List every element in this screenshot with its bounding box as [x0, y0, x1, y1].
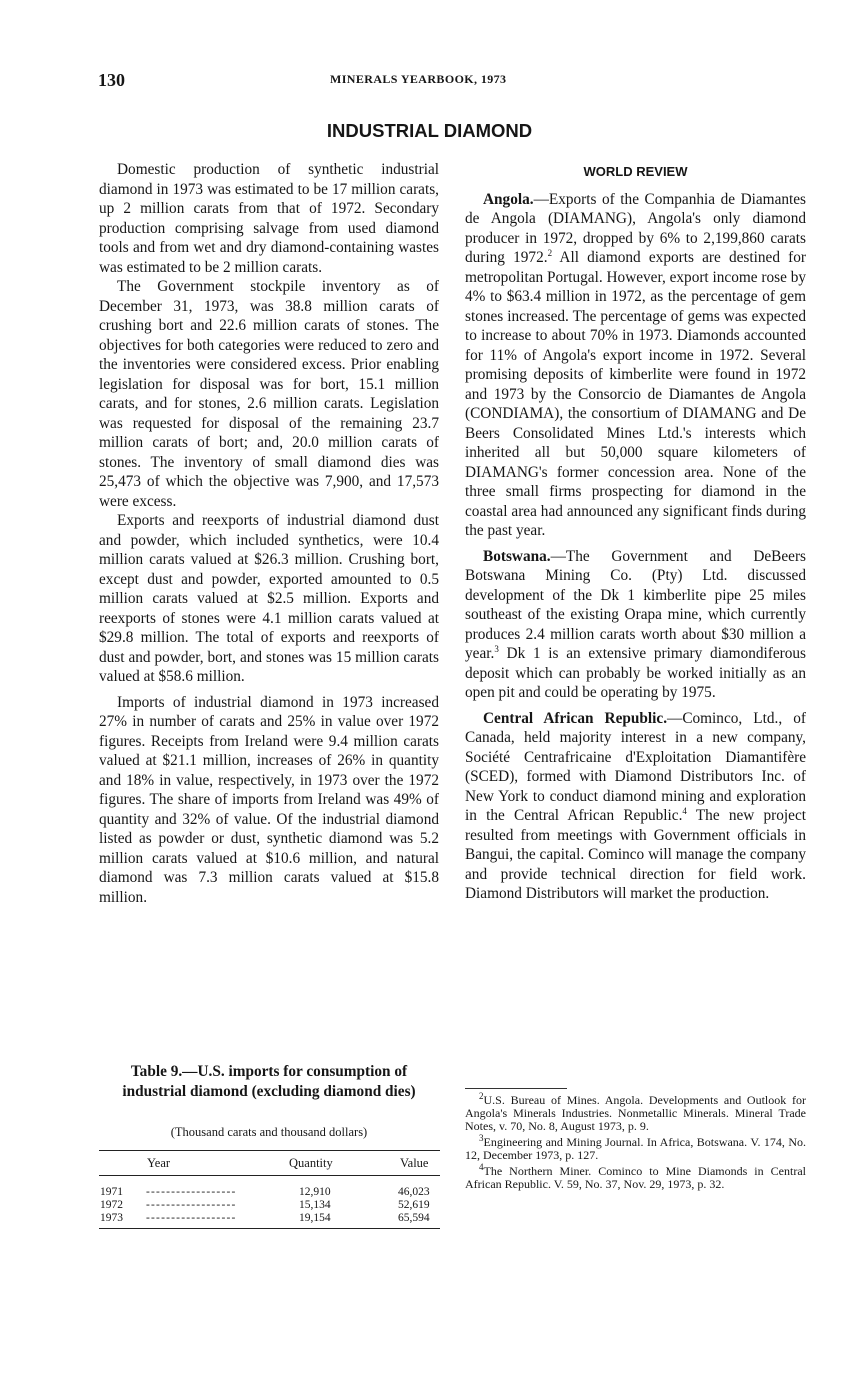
entry-text: Dk 1 is an extensive primary diamondiferous deposit which can probably be worked initially as an open pit and could be operating by 1975. [465, 645, 806, 701]
table-rule [99, 1228, 440, 1229]
footnote-text: U.S. Bureau of Mines. Angola. Developments and Outlook for Angola's Minerals Industries. Nonmetallic Minerals. Mineral Trade Notes, v. 70, No. 8, August 1973, p. 9. [465, 1093, 806, 1133]
table-row [99, 1212, 440, 1225]
column-header-value: Value [400, 1156, 429, 1170]
paragraph: Exports and reexports of industrial diamond dust and powder, which included synthetics, were 10.4 million carats valued at $26.3 million. Crushing bort, except dust and powder, exported amounted to 0.5 million carats valued at $2.5 million. Exports and reexports of stones were 4.1 million carats valued at $29.8 million. The total of exports and reexports of dust and powder, bort, and stones was 15 million carats valued at $58.6 million. [99, 512, 439, 685]
entry-dash: — [533, 190, 549, 208]
column-header-year: Year [147, 1156, 171, 1170]
country-entry-botswana [465, 547, 806, 703]
left-column [99, 160, 439, 907]
cell-quantity: 19,154 [299, 1212, 331, 1224]
cell-value: 52,619 [398, 1199, 430, 1211]
entry-text: Cominco, Ltd., of Canada, held majority interest in a new company, Société Centrafricaine d'Exploitation Diamantifère (SCED), formed with Diamond Distributors Inc. of New York to conduct diamond mining and exploration in the Central African Republic. [465, 709, 806, 824]
cell-leader: ------------------ [146, 1199, 237, 1211]
entry-dash: — [667, 709, 683, 727]
footnote-rule [465, 1088, 567, 1089]
cell-value: 65,594 [398, 1212, 430, 1224]
footnote-ref: 4 [682, 805, 687, 816]
right-column [465, 160, 806, 910]
cell-year: 1973 [100, 1212, 123, 1224]
footnote [465, 1133, 806, 1162]
entry-dash: — [550, 547, 566, 565]
footnote-ref: 3 [494, 643, 499, 654]
table-header [99, 1151, 440, 1175]
entry-lead: Botswana. [483, 547, 551, 565]
cell-quantity: 15,134 [299, 1199, 331, 1211]
country-entry-car [465, 709, 806, 904]
column-header-quantity: Quantity [289, 1156, 333, 1170]
footnote [465, 1091, 806, 1133]
footnote [465, 1162, 806, 1191]
footnote-number: 2 [479, 1091, 484, 1101]
table-row [99, 1199, 440, 1212]
entry-lead: Central African Republic. [483, 709, 668, 727]
table-title: Table 9.—U.S. imports for consumption of industrial diamond (excluding diamond dies) [122, 1063, 416, 1100]
entry-text: The Government and DeBeers Botswana Mining Co. (Pty) Ltd. discussed development of the Dk 1 kimberlite pipe 25 miles southeast of the existing Orapa mine, which currently produces 2.4 million carats worth about $30 million a year. [465, 547, 806, 662]
footnote-text: Engineering and Mining Journal. In Africa, Botswana. V. 174, No. 12, December 1973, p. 127. [465, 1135, 806, 1162]
cell-value: 46,023 [398, 1186, 430, 1198]
footnote-ref: 2 [547, 247, 553, 258]
paragraph: The Government stockpile inventory as of December 31, 1973, was 38.8 million carats of crushing bort and 22.6 million carats of stones. The objectives for both categories were reduced to zero and the inventories were considered excess. Prior enabling legislation for disposal was for bort, 15.1 million carats, and for stones, 2.6 million carats. Legislation was requested for disposal of the remaining 23.7 million carats of bort; and, 20.0 million carats of stones. The inventory of small diamond dies was 25,473 of which the objective was 7,900, and 17,573 were excess. [99, 278, 439, 510]
country-entry-angola [465, 190, 806, 541]
article-title: INDUSTRIAL DIAMOND [326, 120, 533, 141]
footnotes [465, 1091, 806, 1194]
footnote-text: The Northern Miner. Cominco to Mine Diamonds in Central African Republic. V. 59, No. 37, Nov. 29, 1973, p. 32. [465, 1164, 806, 1191]
footnote-number: 4 [479, 1162, 484, 1172]
entry-text: The new project resulted from meetings with Government officials in Bangui, the capital. Cominco will manage the company and provide technical direction for field work. Diamond Distributors will market the production. [465, 807, 806, 902]
table-rule [99, 1175, 440, 1176]
cell-quantity: 12,910 [299, 1186, 331, 1198]
paragraph: Imports of industrial diamond in 1973 increased 27% in number of carats and 25% in value over 1972 figures. Receipts from Ireland were 9.4 million carats valued at $21.1 million, increases of 26% in quantity and 18% in value, respectively, in 1973 over the 1972 figures. The share of imports from Ireland was 49% of quantity and 32% of value. Of the industrial diamond listed as powder or dust, synthetic diamond was 5.2 million carats valued at $10.6 million, and natural diamond was 7.3 million carats valued at $15.8 million. [99, 693, 439, 906]
entry-text: All diamond exports are destined for metropolitan Portugal. However, export income rose by 4% to $63.4 million in 1972, as the percentage of gem stones increased. The percentage of gems was expected to increase to about 70% in 1973. Diamonds accounted for 11% of Angola's export income in 1972. Several promising deposits of kimberlite were found in 1972 and 1973 by the Consorcio de Diamantes de Angola (CONDIAMA), the consortium of DIAMANG and De Beers Consolidated Mines Ltd.'s interests which inherited all but 50,000 square kilometers of DIAMANG's former concession area. None of the three small firms prospecting for diamond in the coastal area had announced any significant finds during the past year. [465, 249, 806, 539]
cell-year: 1972 [100, 1199, 123, 1211]
table-row [99, 1186, 440, 1199]
cell-leader: ------------------ [146, 1186, 237, 1198]
footnote-number: 3 [479, 1133, 484, 1143]
paragraph: Domestic production of synthetic industrial diamond in 1973 was estimated to be 17 million carats, up 2 million carats from that of 1972. Secondary production comprising salvage from used diamond tools and from wet and dry diamond-containing wastes was estimated to be 2 million carats. [99, 161, 439, 276]
table-units: (Thousand carats and thousand dollars) [170, 1125, 368, 1139]
imports-table [99, 1150, 440, 1229]
page-number: 130 [98, 70, 125, 90]
running-title: MINERALS YEARBOOK, 1973 [330, 72, 507, 86]
entry-lead: Angola. [483, 190, 534, 208]
cell-leader: ------------------ [146, 1212, 237, 1224]
cell-year: 1971 [100, 1186, 123, 1198]
section-heading: WORLD REVIEW [583, 164, 688, 179]
entry-text: Exports of the Companhia de Diamantes de Angola (DIAMANG), Angola's only diamond producer in 1972, dropped by 6% to 2,199,860 carats during 1972. [465, 190, 806, 266]
